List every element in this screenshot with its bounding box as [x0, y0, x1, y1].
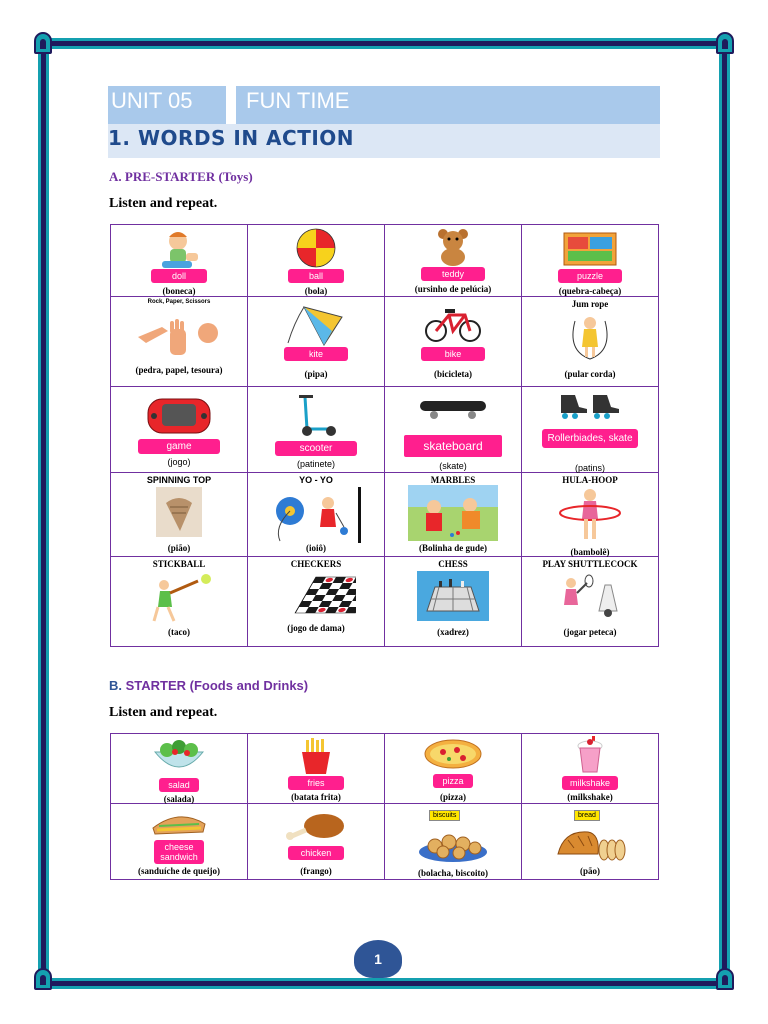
teddy-bear-icon [431, 227, 475, 267]
bread-icon [554, 826, 626, 862]
rps-caption: (pedra, papel, tesoura) [135, 365, 223, 375]
food-cell-bread [522, 804, 659, 880]
sandwich-caption: (sanduíche de queijo) [137, 866, 220, 876]
section-b-instruction: Listen and repeat. [109, 705, 218, 720]
checkers-icon [276, 573, 356, 619]
scooter-caption: (patinete) [296, 459, 336, 469]
skateboard-caption: (skate) [439, 461, 467, 471]
game-caption: (jogo) [167, 457, 191, 467]
section-header [108, 124, 660, 158]
hands-icon [134, 309, 224, 359]
frame-top [38, 38, 730, 49]
food-cell-salad [111, 734, 248, 804]
toy-cell-checkers [248, 557, 385, 647]
kite-icon [284, 303, 348, 349]
teddy-label: teddy [421, 267, 485, 281]
salad-icon [151, 738, 207, 774]
bread-caption: (pão) [580, 866, 600, 876]
sandwich-icon [149, 810, 209, 838]
header-separator [226, 86, 236, 124]
section-a-instruction: Listen and repeat. [109, 196, 218, 211]
unit-title: FUN TIME [246, 88, 350, 113]
toy-cell-scooter [248, 387, 385, 473]
toy-cell-puzzle [522, 225, 659, 297]
spinning-top-title: SPINNING TOP [146, 475, 212, 485]
bike-caption: (bicicleta) [434, 369, 472, 379]
yoyo-caption: (ioiô) [306, 543, 326, 553]
ball-caption: (bola) [304, 286, 328, 296]
jump-rope-icon [565, 311, 615, 363]
ball-icon [294, 227, 338, 269]
doll-caption: (boneca) [162, 286, 196, 296]
skateboard-icon [416, 395, 490, 421]
scooter-label: scooter [275, 441, 357, 456]
milkshake-icon [572, 736, 608, 774]
milkshake-caption: (milkshake) [567, 792, 613, 802]
jump-rope-caption: (pular corda) [564, 369, 616, 379]
toy-cell-jump-rope [522, 297, 659, 387]
marbles-caption: (Bolinha de gude) [418, 543, 487, 553]
food-cell-fries [248, 734, 385, 804]
checkers-caption: (jogo de dama) [287, 623, 345, 633]
toy-cell-rock-paper-scissors [111, 297, 248, 387]
hula-hoop-caption: (bambolê) [570, 547, 610, 557]
pizza-label: pizza [433, 774, 473, 788]
doll-icon [156, 229, 202, 271]
toy-cell-teddy [385, 225, 522, 297]
food-cell-biscuits [385, 804, 522, 880]
rollerblades-caption: (patins) [574, 463, 605, 473]
toy-cell-stickball [111, 557, 248, 647]
frame-left [38, 38, 49, 988]
toy-cell-kite [248, 297, 385, 387]
rollerblades-label: Rollerbiades, skate [542, 429, 638, 448]
game-console-icon [144, 395, 214, 435]
kite-label: kite [284, 347, 348, 361]
marbles-icon [408, 485, 498, 541]
jump-rope-title: Jum rope [571, 299, 609, 309]
unit-number: UNIT 05 [111, 88, 193, 113]
frame-corner-icon [34, 968, 52, 990]
section-a-title: A. PRE-STARTER (Toys) [109, 169, 253, 184]
food-cell-pizza [385, 734, 522, 804]
unit-header [108, 86, 660, 124]
shuttlecock-icon [555, 571, 625, 621]
skateboard-label: skateboard [404, 435, 502, 457]
frame-corner-icon [34, 32, 52, 54]
toy-cell-ball [248, 225, 385, 297]
section-b-title: B. STARTER (Foods and Drinks) [109, 678, 309, 693]
fries-label: fries [288, 776, 344, 790]
toy-cell-hula-hoop [522, 473, 659, 557]
toy-cell-spinning-top [111, 473, 248, 557]
toys-table [110, 224, 659, 647]
hula-hoop-icon [555, 485, 625, 543]
frame-bottom [38, 978, 730, 989]
page-number: 1 [354, 940, 402, 978]
bike-icon [423, 303, 483, 343]
scooter-icon [291, 393, 341, 437]
stickball-caption: (taco) [168, 627, 190, 637]
food-cell-chicken [248, 804, 385, 880]
ball-label: ball [288, 269, 344, 283]
rps-title: Rock, Paper, Scissors [147, 299, 211, 305]
chicken-caption: (frango) [300, 866, 332, 876]
toy-cell-shuttlecock [522, 557, 659, 647]
toy-cell-chess [385, 557, 522, 647]
chess-icon [417, 571, 489, 621]
sandwich-label: cheese sandwich [154, 840, 204, 864]
yoyo-title: YO - YO [299, 475, 333, 485]
milkshake-label: milkshake [562, 776, 618, 790]
chicken-icon [284, 812, 348, 844]
spinning-top-caption: (pião) [167, 543, 191, 553]
teddy-caption: (ursinho de pelúcia) [414, 284, 492, 294]
marbles-title: MARBLES [430, 475, 476, 485]
shuttlecock-title: PLAY SHUTTLECOCK [542, 559, 638, 569]
frame-right [719, 38, 730, 988]
toy-cell-game [111, 387, 248, 473]
bike-label: bike [421, 347, 485, 361]
food-cell-milkshake [522, 734, 659, 804]
toy-cell-yoyo [248, 473, 385, 557]
foods-table [110, 733, 659, 880]
chess-caption: (xadrez) [437, 627, 469, 637]
biscuits-label: biscuits [429, 810, 460, 821]
toy-cell-bike [385, 297, 522, 387]
kite-caption: (pipa) [304, 369, 328, 379]
hula-hoop-title: HULA-HOOP [562, 475, 618, 485]
puzzle-label: puzzle [558, 269, 622, 283]
stickball-title: STICKBALL [152, 559, 206, 569]
yoyo-icon [268, 487, 364, 543]
rollerblades-icon [557, 391, 623, 419]
doll-label: doll [151, 269, 207, 283]
toy-cell-doll [111, 225, 248, 297]
salad-caption: (salada) [163, 794, 195, 804]
section-title: 1. WORDS IN ACTION [108, 126, 355, 150]
toy-cell-skateboard [385, 387, 522, 473]
pizza-caption: (pizza) [440, 792, 466, 802]
food-cell-sandwich [111, 804, 248, 880]
toy-cell-rollerblades [522, 387, 659, 473]
chicken-label: chicken [288, 846, 344, 860]
pizza-icon [423, 738, 483, 770]
spinning-top-icon [156, 487, 202, 537]
game-label: game [138, 439, 220, 454]
frame-corner-icon [716, 32, 734, 54]
shuttlecock-caption: (jogar peteca) [563, 627, 617, 637]
salad-label: salad [159, 778, 199, 792]
puzzle-icon [562, 229, 618, 267]
stickball-icon [144, 571, 214, 623]
biscuits-icon [417, 826, 489, 864]
fries-icon [296, 738, 336, 774]
fries-caption: (batata frita) [291, 792, 341, 802]
checkers-title: CHECKERS [290, 559, 342, 569]
bread-label: bread [574, 810, 600, 821]
chess-title: CHESS [438, 559, 468, 569]
frame-corner-icon [716, 968, 734, 990]
toy-cell-marbles [385, 473, 522, 557]
puzzle-caption: (quebra-cabeça) [558, 286, 622, 296]
biscuits-caption: (bolacha, biscoito) [417, 868, 488, 878]
